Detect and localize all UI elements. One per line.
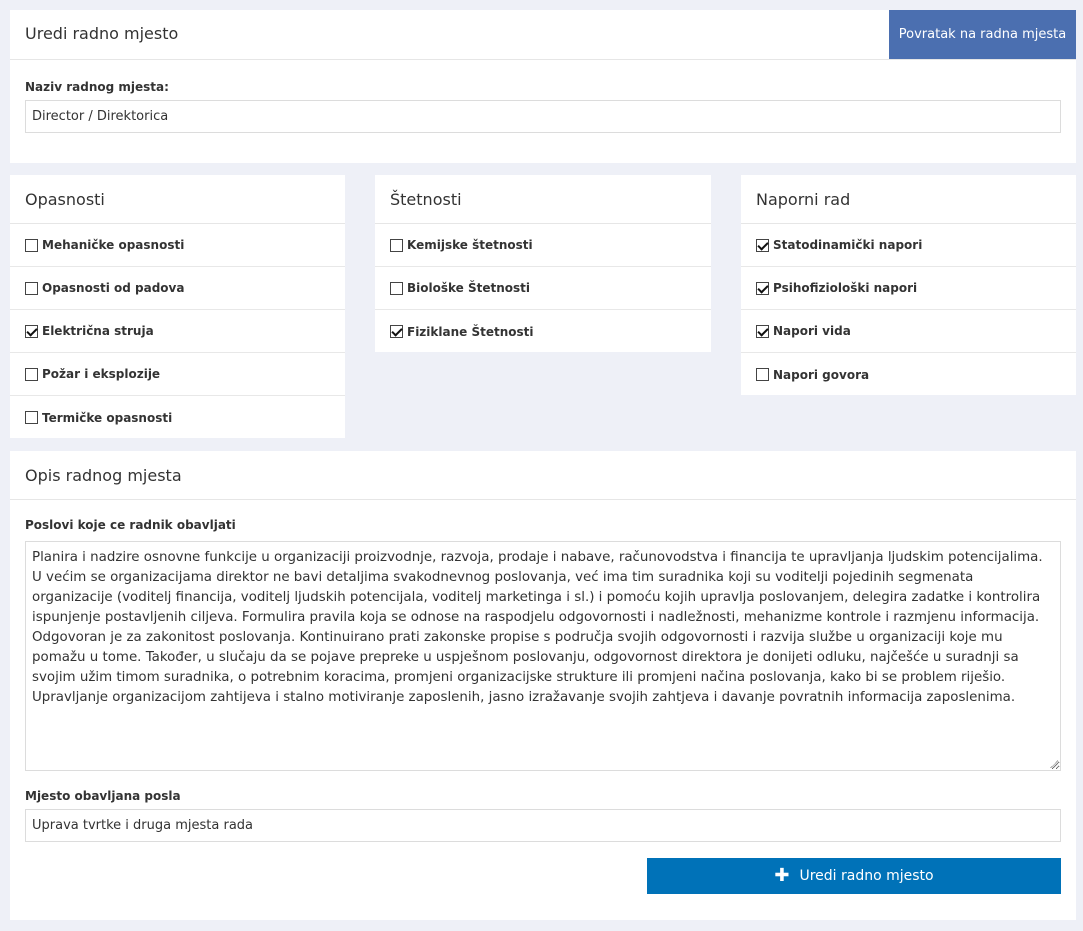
harm-option-row[interactable] (375, 267, 711, 310)
strain-option-row[interactable] (741, 310, 1076, 353)
hazards-header (10, 175, 345, 224)
harm-option-label: Kemijske štetnosti (407, 238, 533, 252)
harm-option-label: Biološke Štetnosti (407, 281, 531, 295)
hazard-option-row[interactable] (10, 396, 345, 439)
hazard-option-row[interactable] (10, 267, 345, 310)
back-to-positions-button[interactable]: Povratak na radna mjesta (889, 10, 1076, 59)
place-input[interactable] (25, 809, 1061, 842)
position-name-input[interactable] (25, 100, 1061, 133)
harm-option-row[interactable] (375, 224, 711, 267)
harms-title: Štetnosti (390, 190, 462, 209)
hazard-checkbox[interactable] (25, 368, 38, 381)
harm-option-row[interactable] (375, 310, 711, 353)
hazard-option-row[interactable] (10, 310, 345, 353)
strain-option-row[interactable] (741, 353, 1076, 396)
strenuous-list (741, 224, 1076, 396)
hazard-checkbox[interactable] (25, 239, 38, 252)
description-header (10, 451, 1076, 500)
save-position-label: Uredi radno mjesto (799, 868, 934, 884)
harm-checkbox[interactable] (390, 325, 403, 338)
harm-checkbox[interactable] (390, 239, 403, 252)
edit-panel-header (10, 10, 1076, 60)
hazards-title: Opasnosti (25, 190, 105, 209)
strain-checkbox[interactable] (756, 325, 769, 338)
description-panel (10, 451, 1076, 920)
hazard-option-row[interactable] (10, 353, 345, 396)
strain-option-row[interactable] (741, 224, 1076, 267)
strain-option-row[interactable] (741, 267, 1076, 310)
tasks-label: Poslovi koje ce radnik obavljati (25, 518, 236, 532)
strenuous-header (741, 175, 1076, 224)
hazard-option-label: Mehaničke opasnosti (42, 238, 185, 252)
strain-checkbox[interactable] (756, 239, 769, 252)
strain-option-label: Psihofiziološki napori (773, 281, 918, 295)
strain-option-label: Napori govora (773, 367, 870, 382)
hazard-option-label: Električna struja (42, 324, 154, 338)
strain-option-label: Statodinamički napori (773, 238, 923, 252)
tasks-textarea[interactable] (25, 541, 1061, 771)
hazard-checkbox[interactable] (25, 282, 38, 295)
tasks-text: Planira i nadzire osnovne funkcije u organizaciji proizvodnje, razvoja, prodaje i nabave, računovodstva i financija te upravljanja ljudskim potencijalima. U većim se organizacijama direktor ne bavi detaljima svakodnevnog poslovanja, već ima tim suradnika koji su voditelji pojedinih segmenata organizacije (voditelj financija, voditelj ljudskih potencijala, voditelj marketinga i sl.) i pomoću kojih upravlja poslovanjem, delegira zadatke i kontrolira ispunjenje postavljenih ciljeva. Formulira pravila koja se odnose na raspodjelu odgovornosti i nadležnosti, mehanizme kontrole i razmjenu informacija. Odgovoran je za zakonitost poslovanja. Kontinuirano prati zakonske propise s područja svojih odgovornosti i razvija službe u organizaciji koje mu pomažu u tome. Također, u slučaju da se pojave prepreke u uspješnom poslovanju, odgovornost direktora je donijeti odluku, najčešće u suradnji sa svojim užim timom suradnika, o potrebnim koracima, promjeni organizacijske strukture ili promjeni načina poslovanja, kako bi se problem riješio. Upravljanje organizacijom zahtijeva i stalno motiviranje zaposlenih, jasno izražavanje svojih zahtjeva i davanje povratnih informacija zaposlenima. (32, 550, 1043, 705)
save-position-button[interactable] (647, 858, 1061, 894)
strain-checkbox[interactable] (756, 282, 769, 295)
hazard-checkbox[interactable] (25, 325, 38, 338)
plus-icon: ✚ (774, 865, 790, 886)
position-name-label: Naziv radnog mjesta: (25, 80, 169, 94)
hazard-option-label: Opasnosti od padova (42, 281, 185, 295)
page-title: Uredi radno mjesto (25, 24, 179, 43)
strenuous-title: Naporni rad (756, 190, 851, 209)
harm-checkbox[interactable] (390, 282, 403, 295)
harm-option-label: Fiziklane Štetnosti (407, 324, 534, 339)
strain-option-label: Napori vida (773, 324, 851, 338)
description-title: Opis radnog mjesta (25, 466, 182, 485)
hazard-checkbox[interactable] (25, 411, 38, 424)
hazards-list (10, 224, 345, 439)
edit-panel (10, 10, 1076, 163)
strenuous-panel (741, 175, 1076, 395)
strain-checkbox[interactable] (756, 368, 769, 381)
harms-list (375, 224, 711, 353)
hazard-option-label: Požar i eksplozije (42, 367, 161, 381)
resize-grip-icon[interactable] (1050, 760, 1058, 768)
hazard-option-label: Termičke opasnosti (42, 410, 173, 425)
place-label: Mjesto obavljana posla (25, 789, 181, 803)
harms-header (375, 175, 711, 224)
hazard-option-row[interactable] (10, 224, 345, 267)
hazards-panel (10, 175, 345, 438)
harms-panel (375, 175, 711, 352)
